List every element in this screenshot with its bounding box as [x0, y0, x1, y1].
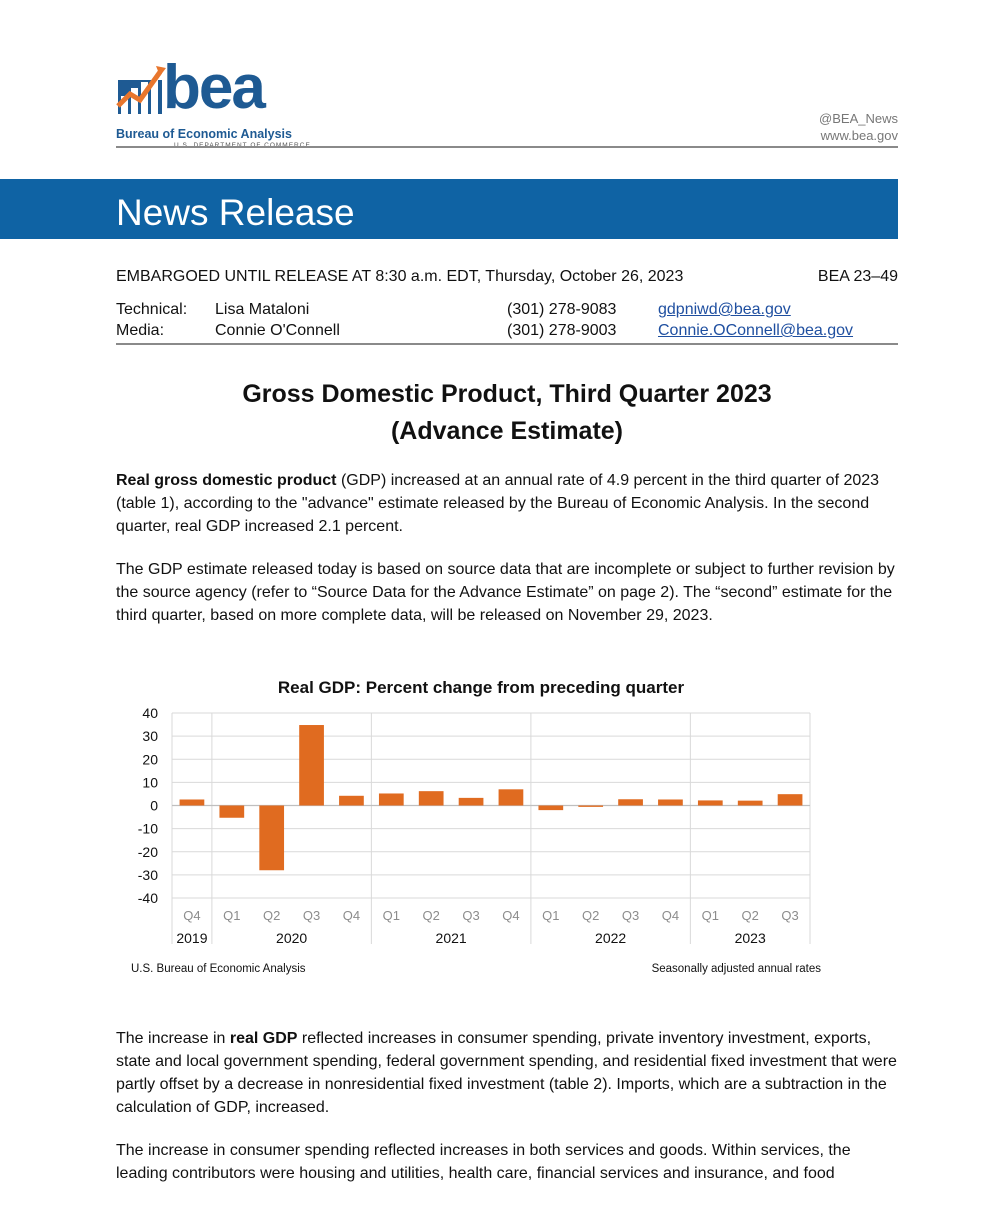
contact-email-media[interactable]: Connie.OConnell@bea.gov: [658, 322, 854, 339]
chart-x-tick-label: Q3: [462, 908, 480, 923]
chart-units-note: Seasonally adjusted annual rates: [651, 963, 821, 975]
chart-y-tick-label: -40: [137, 890, 158, 906]
chart-x-tick-label: Q2: [741, 908, 759, 923]
chart-x-tick-label: Q1: [701, 908, 719, 923]
contact-name-media: Connie O'Connell: [215, 322, 340, 339]
chart-source-note: U.S. Bureau of Economic Analysis: [131, 963, 306, 975]
header-rule: [116, 146, 898, 148]
release-title-line2: (Advance Estimate): [390, 417, 624, 445]
chart-bar-12: [658, 799, 683, 805]
paragraph-3-bold: real GDP: [229, 1030, 298, 1047]
paragraph-3-text: reflected increases in consumer spending, private inventory investment, exports, state and local government spending, federal government spending, and residential fixed investment that were partly offset by a decrease in nonresidential fixed investment (table 2). Imports, which are a subtraction in the calculation of GDP, increased.: [116, 1030, 897, 1116]
chart-bar-13: [698, 800, 723, 805]
chart-bar-5: [379, 793, 404, 805]
paragraph-3-lead: The increase in: [116, 1030, 230, 1047]
chart-y-tick-label: -30: [137, 866, 158, 883]
chart-y-tick-label: 0: [150, 797, 158, 814]
contact-role-technical: Technical:: [116, 301, 188, 318]
contact-phone-technical: (301) 278-9083: [507, 301, 617, 318]
embargo-notice: EMBARGOED UNTIL RELEASE AT 8:30 a.m. EDT, Thursday, October 26, 2023: [116, 268, 684, 285]
contacts-rule: [116, 343, 898, 345]
chart-y-tick-label: 10: [142, 774, 158, 791]
paragraph-1-bold: Real gross domestic product: [116, 472, 337, 489]
chart-title: Real GDP: Percent change from preceding quarter: [277, 678, 685, 697]
website-link[interactable]: www.bea.gov: [820, 128, 898, 143]
chart-year-label: 2022: [595, 930, 627, 946]
chart-x-tick-label: Q4: [661, 908, 680, 923]
chart-bar-8: [499, 789, 524, 805]
chart-x-tick-label: Q1: [223, 908, 241, 923]
chart-bar-3: [299, 725, 324, 805]
banner-title: News Release: [116, 192, 355, 233]
chart-x-tick-label: Q3: [621, 908, 640, 923]
chart-x-tick-label: Q2: [263, 908, 281, 923]
release-number: BEA 23–49: [817, 268, 898, 285]
chart-bar-4: [339, 796, 364, 806]
chart-x-tick-label: Q3: [781, 908, 799, 923]
chart-x-tick-label: Q1: [542, 908, 560, 923]
release-title-line1: Gross Domestic Product, Third Quarter 2023: [242, 380, 772, 408]
chart-bar-0: [180, 799, 205, 805]
chart-bar-6: [419, 791, 444, 805]
logo-wordmark: bea: [163, 53, 264, 122]
logo-subtitle: Bureau of Economic Analysis: [116, 127, 292, 141]
contact-email-technical[interactable]: gdpniwd@bea.gov: [658, 301, 791, 318]
chart-year-label: 2020: [276, 930, 308, 946]
chart-year-label: 2021: [435, 930, 467, 946]
paragraph-3: [116, 1027, 902, 1119]
chart-x-tick-label: Q4: [502, 908, 520, 923]
chart-bar-15: [778, 794, 803, 805]
chart-bar-14: [738, 801, 763, 806]
chart-bar-1: [219, 806, 244, 818]
chart-year-label: 2023: [734, 930, 766, 946]
chart-y-tick-label: -20: [137, 843, 158, 860]
chart-y-tick-label: 20: [142, 751, 158, 768]
chart-x-tick-label: Q4: [342, 908, 361, 923]
paragraph-2: The GDP estimate released today is based on source data that are incomplete or subject to further revision by the source agency (refer to “Source Data for the Advance Estimate” on page 2). The “second” estimate for the third quarter, based on more complete data, will be released on November 29, 2023.: [116, 561, 895, 624]
chart-bar-10: [578, 806, 603, 807]
contact-phone-media: (301) 278-9003: [507, 322, 617, 339]
chart-bar-11: [618, 799, 643, 805]
chart-bar-2: [259, 806, 284, 871]
paragraph-1-text: (GDP) increased at an annual rate of 4.9 percent in the third quarter of 2023 (table 1), according to the "advance" estimate released by the Bureau of Economic Analysis. In the second quarter, real GDP increased 2.1 percent.: [116, 472, 880, 535]
chart-bar-7: [459, 798, 484, 806]
social-handle[interactable]: @BEA_News: [819, 111, 898, 126]
chart-year-label: 2019: [176, 930, 208, 946]
chart-x-tick-label: Q2: [422, 908, 440, 923]
paragraph-1: [116, 469, 902, 538]
chart-y-tick-label: 30: [142, 728, 158, 745]
chart-x-tick-label: Q2: [582, 908, 600, 923]
chart-bar-9: [538, 806, 563, 811]
social-block: [819, 110, 898, 144]
chart-x-tick-label: Q1: [382, 908, 400, 923]
contact-name-technical: Lisa Mataloni: [215, 301, 310, 318]
gdp-bar-chart: [116, 700, 836, 960]
chart-x-tick-label: Q3: [302, 908, 321, 923]
contact-role-media: Media:: [116, 322, 165, 339]
chart-x-tick-label: Q4: [183, 908, 201, 923]
paragraph-4: The increase in consumer spending reflected increases in both services and goods. Within services, the leading contributors were housing and utilities, health care, financial services and insurance, and food: [116, 1142, 851, 1182]
release-title: [116, 376, 898, 450]
chart-y-tick-label: -10: [137, 820, 158, 837]
chart-y-tick-label: 40: [142, 705, 158, 721]
